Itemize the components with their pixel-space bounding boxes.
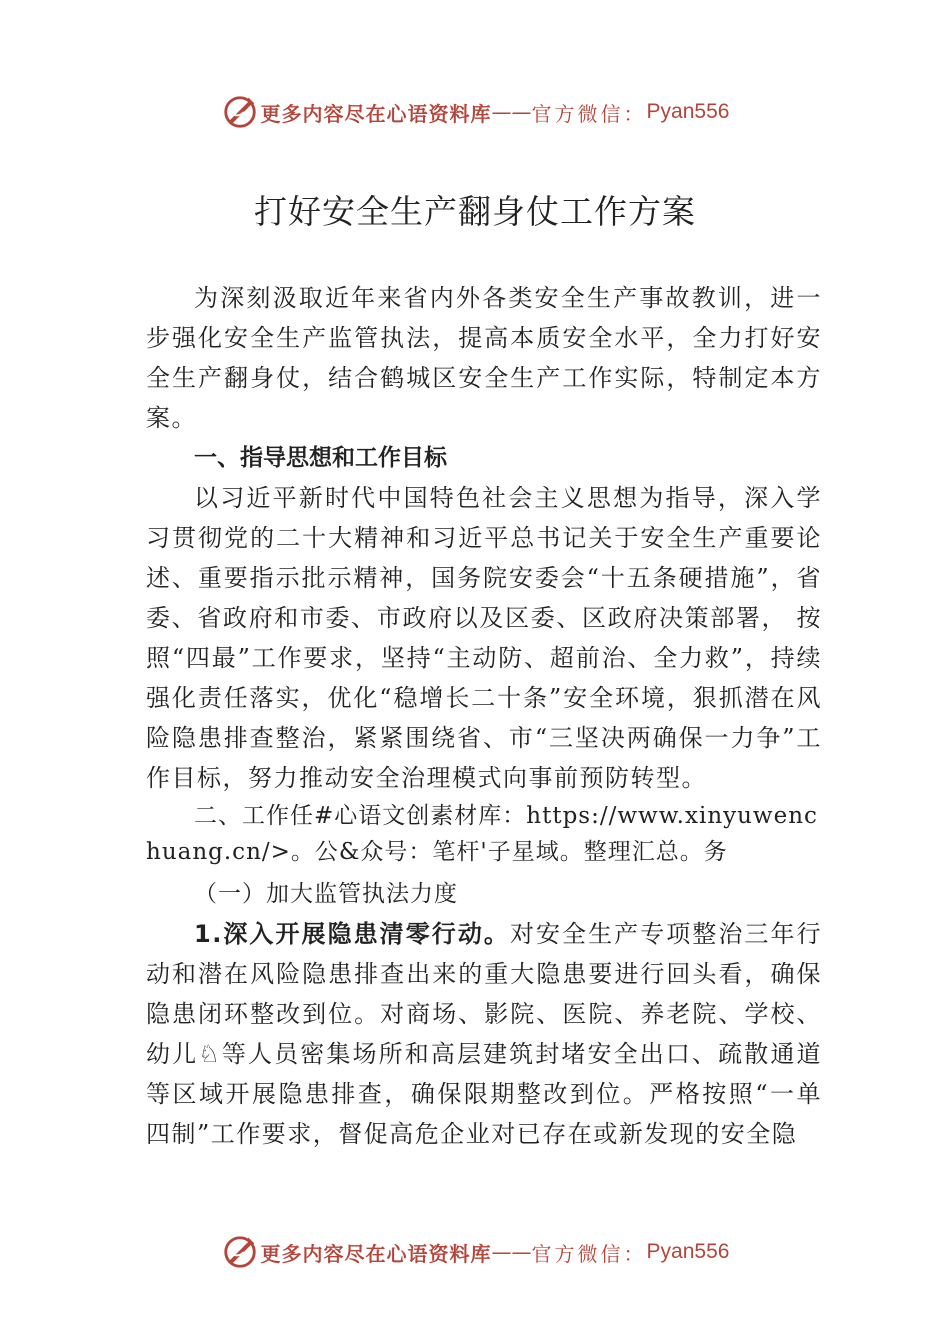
document-title: 打好安全生产翻身仗工作方案 — [254, 192, 696, 231]
document-body — [146, 278, 822, 1154]
header-watermark-banner — [0, 92, 950, 132]
banner-dash: —— — [491, 1240, 532, 1264]
banner-brand-text: 更多内容尽在心语资料库 — [260, 1241, 492, 1266]
item-1-lead: 1.深入开展隐患清零行动。 — [194, 920, 510, 948]
brand-logo-icon — [221, 1233, 259, 1271]
section-2-line: 二、工作任#心语文创素材库：https://www.xinyuwenchuang.cn/>。公&众号：笔杆'子星域。整理汇总。务 — [146, 803, 818, 865]
subsection-1-heading: （一）加大监管执法力度 — [194, 881, 458, 907]
banner-dash: —— — [491, 100, 532, 124]
brand-logo-icon — [221, 93, 259, 131]
banner-brand-text: 更多内容尽在心语资料库 — [260, 101, 492, 126]
item-1-paragraph — [146, 914, 822, 1154]
section-1-heading: 一、指导思想和工作目标 — [194, 445, 447, 471]
item-1-body: 对安全生产专项整治三年行动和潜在风险隐患排查出来的重大隐患要进行回头看，确保隐患闭环整改到位。对商场、影院、医院、养老院、学校、 幼儿♘等人员密集场所和高层建筑封堵安全出口、疏散通道等区域开展隐患排查，确保限期整改到位。严格按照“一单四制”工作要求，督促高危企业对已存在或新发现的安全隐 — [146, 920, 822, 1148]
footer-watermark-banner — [0, 1232, 950, 1272]
banner-wechat-id: Pyan556 — [646, 1240, 730, 1263]
banner-official-label: 官方微信： — [531, 1241, 647, 1266]
banner-official-label: 官方微信： — [531, 101, 647, 126]
banner-wechat-id: Pyan556 — [646, 100, 730, 123]
intro-paragraph: 为深刻汲取近年来省内外各类安全生产事故教训，进一步强化安全生产监管执法，提高本质安全水平，全力打好安全生产翻身仗，结合鹤城区安全生产工作实际，特制定本方案。 — [146, 284, 822, 432]
section-1-paragraph: 以习近平新时代中国特色社会主义思想为指导，深入学习贯彻党的二十大精神和习近平总书记关于安全生产重要论述、重要指示批示精神，国务院安委会“十五条硬措施”，省委、省政府和市委、市政府以及区委、区政府决策部署， 按照“四最”工作要求，坚持“主动防、超前治、全力救”，持续强化责任落实，优化“稳增长二十条”安全环境，狠抓潜在风险隐患排查整治，紧紧围绕省、市“三坚决两确保一力争”工作目标，努力推动安全治理模式向事前预防转型。 — [146, 484, 822, 792]
